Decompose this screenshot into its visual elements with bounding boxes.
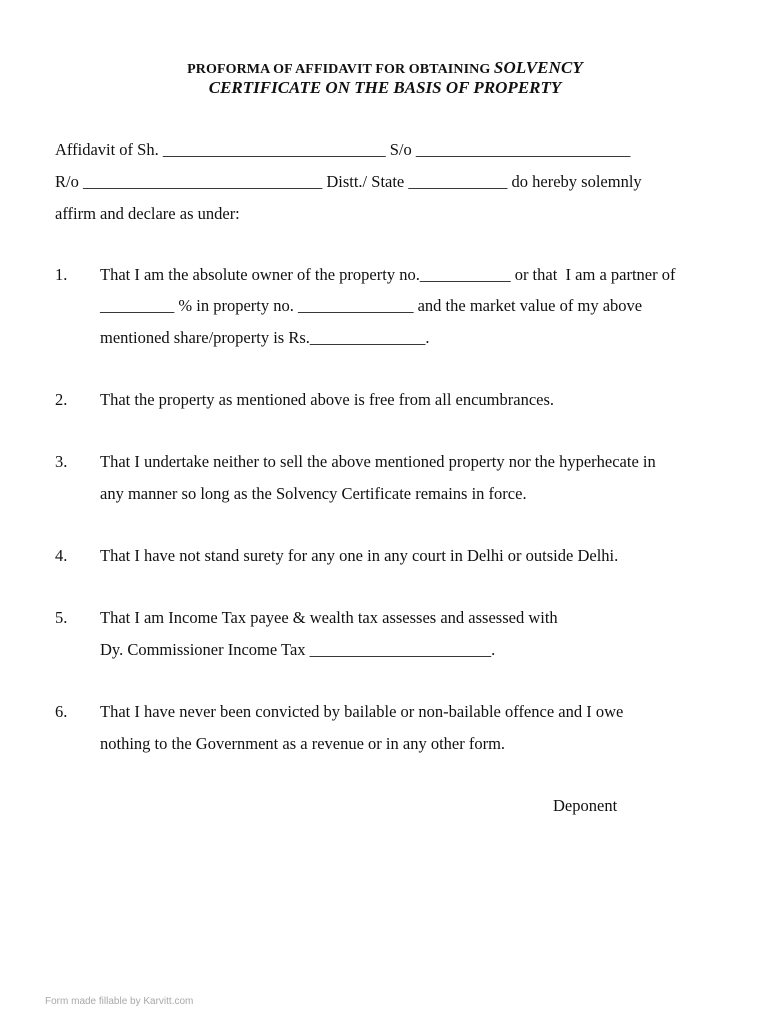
footer-credit: Form made fillable by Karvitt.com [45,996,194,1007]
item-6-line-1: That I have never been convicted by bailable or non-bailable offence and I owe [100,702,624,721]
item-3-line-2: any manner so long as the Solvency Certificate remains in force. [100,484,527,503]
document-title-line-1 [0,58,770,78]
intro-text: S/o [385,140,416,159]
item-1-line-2[interactable]: _________ % in property no. ______________ and the market value of my above [100,296,643,315]
item-number: 4. [55,546,68,565]
intro-text: Distt./ State [322,172,409,191]
item-3-line-1: That I undertake neither to sell the above mentioned property nor the hyperhecate in [100,452,656,471]
item-2-line-1: That the property as mentioned above is free from all encumbrances. [100,390,555,409]
name-field[interactable]: ___________________________ [162,140,386,159]
intro-line-2 [55,172,642,192]
document-title-line-2: CERTIFICATE ON THE BASIS OF PROPERTY [208,78,562,97]
intro-line-3: affirm and declare as under: [55,204,240,223]
item-number: 2. [55,390,68,409]
title-prefix: PROFORMA OF AFFIDAVIT FOR OBTAINING [187,62,494,77]
state-field[interactable]: ____________ [408,172,508,191]
title-emphasis: SOLVENCY [493,58,583,77]
father-name-field[interactable]: __________________________ [415,140,631,159]
deponent-signature-label: Deponent [553,796,618,815]
item-1-line-1[interactable]: That I am the absolute owner of the property no.___________ or that I am a partner of [100,265,676,284]
intro-text: do hereby solemnly [507,172,642,191]
item-number: 6. [55,702,68,721]
residence-field[interactable]: _____________________________ [82,172,323,191]
item-number: 5. [55,608,68,627]
item-number: 3. [55,452,68,471]
item-6-line-2: nothing to the Government as a revenue or in any other form. [100,734,506,753]
intro-line-1 [55,140,630,160]
item-number: 1. [55,265,68,284]
intro-text: R/o [55,172,83,191]
item-1-line-3[interactable]: mentioned share/property is Rs.______________. [100,328,430,347]
item-5-line-2[interactable]: Dy. Commissioner Income Tax ______________________. [100,640,496,659]
item-4-line-1: That I have not stand surety for any one in any court in Delhi or outside Delhi. [100,546,619,565]
intro-text: Affidavit of Sh. [55,140,163,159]
item-5-line-1: That I am Income Tax payee & wealth tax assesses and assessed with [100,608,558,627]
